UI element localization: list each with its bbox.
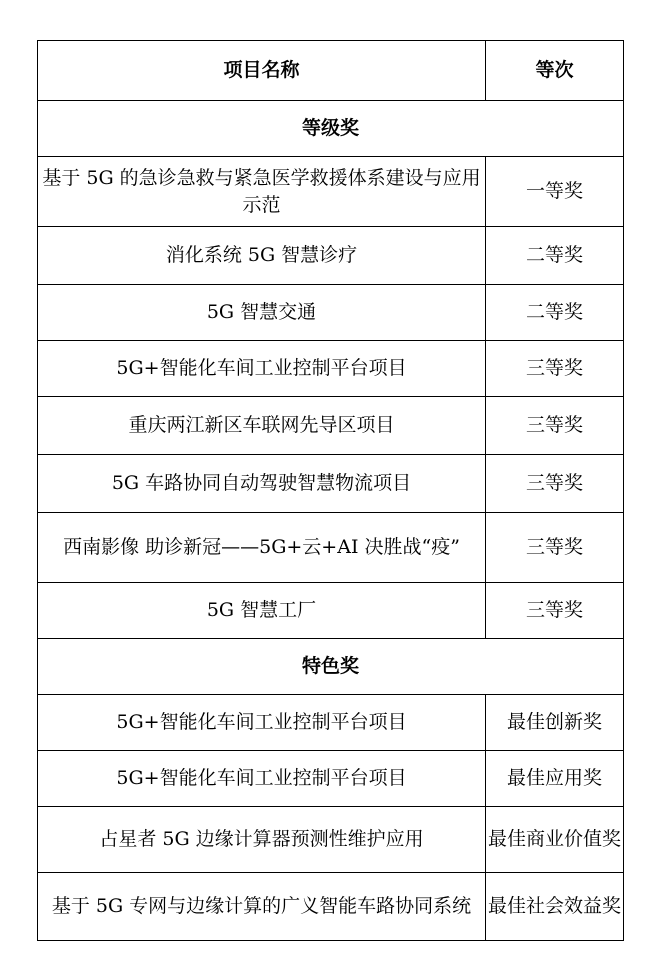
rank-cell: 二等奖 — [486, 285, 624, 341]
section-row — [38, 639, 624, 695]
table-row — [38, 513, 624, 583]
project-name-cell: 5G 车路协同自动驾驶智慧物流项目 — [38, 455, 486, 513]
rank-cell: 最佳商业价值奖 — [486, 807, 624, 873]
table-row — [38, 583, 624, 639]
project-name-cell: 基于 5G 的急诊急救与紧急医学救援体系建设与应用示范 — [38, 157, 486, 227]
rank-cell: 最佳应用奖 — [486, 751, 624, 807]
project-name-cell: 西南影像 助诊新冠——5G+云+AI 决胜战“疫” — [38, 513, 486, 583]
section-title-special-awards: 特色奖 — [38, 639, 624, 695]
project-name-cell: 占星者 5G 边缘计算器预测性维护应用 — [38, 807, 486, 873]
table-header-row — [38, 41, 624, 101]
project-name-cell: 5G 智慧工厂 — [38, 583, 486, 639]
table-row — [38, 157, 624, 227]
table-row — [38, 873, 624, 941]
project-name-cell: 5G+智能化车间工业控制平台项目 — [38, 751, 486, 807]
rank-cell: 三等奖 — [486, 455, 624, 513]
project-name-cell: 基于 5G 专网与边缘计算的广义智能车路协同系统 — [38, 873, 486, 941]
rank-cell: 三等奖 — [486, 583, 624, 639]
table-row — [38, 751, 624, 807]
rank-cell: 三等奖 — [486, 341, 624, 397]
table-row — [38, 285, 624, 341]
table-row — [38, 695, 624, 751]
rank-cell: 最佳创新奖 — [486, 695, 624, 751]
section-row — [38, 101, 624, 157]
rank-cell: 三等奖 — [486, 397, 624, 455]
rank-cell: 二等奖 — [486, 227, 624, 285]
project-name-cell: 5G 智慧交通 — [38, 285, 486, 341]
table-row — [38, 227, 624, 285]
project-name-cell: 5G+智能化车间工业控制平台项目 — [38, 695, 486, 751]
project-name-cell: 重庆两江新区车联网先导区项目 — [38, 397, 486, 455]
header-project-name: 项目名称 — [38, 41, 486, 101]
project-name-cell: 消化系统 5G 智慧诊疗 — [38, 227, 486, 285]
rank-cell: 最佳社会效益奖 — [486, 873, 624, 941]
project-name-cell: 5G+智能化车间工业控制平台项目 — [38, 341, 486, 397]
section-title-grade-awards: 等级奖 — [38, 101, 624, 157]
table-row — [38, 807, 624, 873]
rank-cell: 三等奖 — [486, 513, 624, 583]
header-rank: 等次 — [486, 41, 624, 101]
table-row — [38, 341, 624, 397]
table-row — [38, 397, 624, 455]
rank-cell: 一等奖 — [486, 157, 624, 227]
awards-table — [37, 40, 624, 941]
table-row — [38, 455, 624, 513]
